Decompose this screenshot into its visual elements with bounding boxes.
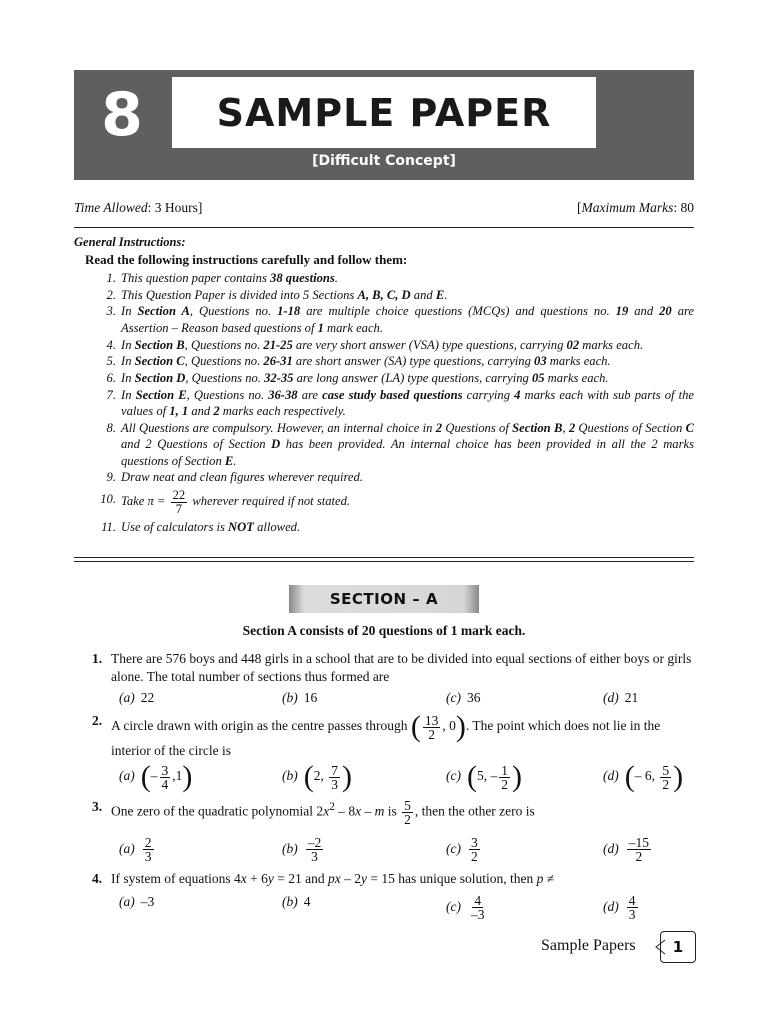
instruction-number: 11.	[101, 519, 116, 534]
question-text: If system of equations 4x + 6y = 21 and px – 2y = 15 has unique solution, then p ≠	[111, 871, 555, 886]
section-title: SECTION – A	[329, 590, 439, 608]
option-value: (– 6, $\frac{5}{2}$ )	[624, 760, 684, 793]
option-label: (a)	[119, 840, 135, 856]
instruction-text: Take π = $\frac{22}{7}$ wherever required if not stated.	[121, 487, 351, 516]
question-text: One zero of the quadratic polynomial $2x^2 - 8x$ – m is $\frac{5}{2}$ , then the other zero is	[111, 797, 535, 827]
instruction-number: 8.	[106, 420, 116, 435]
instruction-text: In Section C, Questions no. 26-31 are short answer (SA) type questions, carrying 03 marks each.	[121, 354, 611, 369]
paper-number: 8	[101, 80, 143, 150]
option-value: 21	[624, 690, 639, 705]
option-label: (d)	[603, 840, 619, 856]
meta-row	[74, 200, 694, 216]
marks-prefix: [	[577, 200, 582, 215]
option-label: (a)	[119, 894, 135, 909]
option-value: $\frac{3}{2}$	[470, 835, 478, 864]
instruction-number: 1.	[106, 271, 116, 285]
question	[92, 870, 694, 888]
instruction-item	[98, 469, 694, 485]
instruction-text: Draw neat and clean figures wherever required.	[121, 470, 363, 485]
marks-value: : 80	[673, 200, 694, 215]
option-value: $\frac{4}{3}$	[628, 893, 636, 922]
answer-option	[603, 836, 653, 863]
question-number: 2.	[92, 713, 103, 728]
option-label: (b)	[282, 894, 298, 909]
answer-option	[446, 762, 522, 792]
option-value: (5, – $\frac{1}{2}$ )	[466, 760, 522, 793]
option-value: 4	[303, 894, 311, 909]
option-value: –3	[140, 894, 155, 909]
instruction-text: This question paper contains 38 questions.	[121, 271, 338, 285]
time-value: : 3 Hours]	[147, 200, 203, 215]
instruction-item	[98, 370, 694, 386]
question-text: There are 576 boys and 448 girls in a school that are to be divided into equal sections of either boys or girls alone. The total number of sections thus formed are	[111, 651, 692, 684]
option-value: (2, $\frac{7}{3}$ )	[303, 760, 352, 793]
option-label: (c)	[446, 898, 461, 914]
instruction-text: In Section E, Questions no. 36-38 are case study based questions carrying 4 marks each with sub parts of the values of 1, 1 and 2 marks each respectively.	[121, 387, 694, 419]
instructions-lead: Read the following instructions carefully and follow them:	[85, 252, 408, 267]
instruction-number: 10.	[100, 491, 116, 506]
time-label: Time Allowed	[74, 200, 148, 215]
answer-option	[282, 836, 325, 863]
question-number: 1.	[92, 651, 103, 666]
answer-option	[603, 894, 640, 921]
answer-option	[446, 836, 482, 863]
question	[92, 712, 694, 760]
instruction-item	[98, 486, 694, 516]
divider	[74, 557, 694, 558]
instruction-number: 3.	[106, 304, 116, 319]
question	[92, 650, 694, 686]
instruction-item	[98, 519, 694, 535]
instruction-text: In Section B, Questions no. 21-25 are very short answer (VSA) type questions, carrying 02 marks each.	[121, 337, 644, 352]
page-number: 1	[660, 931, 696, 963]
option-label: (b)	[282, 768, 298, 784]
option-label: (d)	[603, 690, 619, 705]
question-text: A circle drawn with origin as the centre passes through ( $\frac{13}{2}$ , 0). The point which does not lie in the interior of the circle is	[111, 710, 661, 758]
option-label: (c)	[446, 690, 461, 705]
instruction-number: 7.	[106, 387, 116, 402]
header-banner	[74, 70, 694, 180]
instruction-number: 6.	[106, 370, 116, 385]
option-label: (b)	[282, 840, 298, 856]
option-label: (b)	[282, 690, 298, 705]
answer-option	[446, 894, 488, 921]
divider	[74, 561, 694, 562]
answer-option	[119, 690, 154, 706]
instruction-number: 9.	[106, 470, 116, 485]
question-number: 4.	[92, 871, 103, 886]
option-value: $\frac{4}{-3}$	[470, 893, 485, 922]
instruction-item	[98, 337, 694, 353]
option-value: $\frac{2}{3}$	[144, 835, 152, 864]
instruction-number: 2.	[106, 287, 116, 302]
option-value: (– $\frac{3}{4}$ ,1)	[140, 760, 193, 793]
instruction-item	[98, 387, 694, 420]
instruction-number: 4.	[106, 337, 116, 352]
instruction-text: This Question Paper is divided into 5 Sections A, B, C, D and E.	[121, 287, 448, 302]
option-label: (c)	[446, 840, 461, 856]
answer-option	[119, 894, 154, 910]
instruction-number: 5.	[106, 354, 116, 369]
instruction-item	[98, 270, 694, 286]
option-label: (d)	[603, 768, 619, 784]
title-box	[172, 77, 596, 148]
time-allowed	[74, 200, 202, 215]
answer-option	[119, 762, 192, 792]
instructions-heading: General Instructions:	[74, 235, 186, 249]
answer-option	[603, 690, 638, 706]
answer-option	[119, 836, 156, 863]
option-value: $\frac{-15}{2}$	[628, 835, 649, 864]
option-label: (d)	[603, 898, 619, 914]
divider	[74, 227, 694, 228]
question	[92, 798, 694, 826]
answer-option	[282, 690, 317, 706]
instruction-text: In Section D, Questions no. 32-35 are long answer (LA) type questions, carrying 05 marks each.	[121, 370, 609, 385]
maximum-marks	[577, 200, 694, 216]
option-label: (c)	[446, 768, 461, 784]
option-value: 16	[303, 690, 318, 705]
section-banner	[289, 585, 479, 613]
answer-option	[282, 894, 311, 910]
question-number: 3.	[92, 799, 103, 814]
instruction-item	[98, 420, 694, 469]
answer-option	[282, 762, 352, 792]
instructions-list	[98, 270, 694, 535]
page-title: SAMPLE PAPER	[216, 90, 552, 135]
section-note: Section A consists of 20 questions of 1 mark each.	[242, 623, 526, 638]
instruction-item	[98, 353, 694, 369]
instruction-text: Use of calculators is NOT allowed.	[121, 519, 301, 534]
page-subtitle: [Difficult Concept]	[312, 153, 456, 169]
option-value: $\frac{-2}{3}$	[307, 835, 322, 864]
marks-label: Maximum Marks	[581, 200, 674, 215]
answer-option	[603, 762, 683, 792]
instruction-text: In Section A, Questions no. 1-18 are multiple choice questions (MCQs) and questions no. 19 and 20 are Assertion – Reason based questions of 1 mark each.	[121, 304, 695, 335]
option-label: (a)	[119, 768, 135, 784]
option-label: (a)	[119, 690, 135, 705]
instruction-item	[98, 287, 694, 303]
instruction-text: All Questions are compulsory. However, an internal choice in 2 Questions of Section B, 2 Questions of Section C and 2 Questions of Section D has been provided. An internal choice has been provided in all the 2 marks questions of Section E.	[121, 420, 695, 468]
answer-option	[446, 690, 480, 706]
footer-label: Sample Papers	[541, 937, 636, 954]
option-value: 22	[140, 690, 155, 705]
option-value: 36	[466, 690, 481, 705]
instruction-item	[98, 303, 694, 336]
